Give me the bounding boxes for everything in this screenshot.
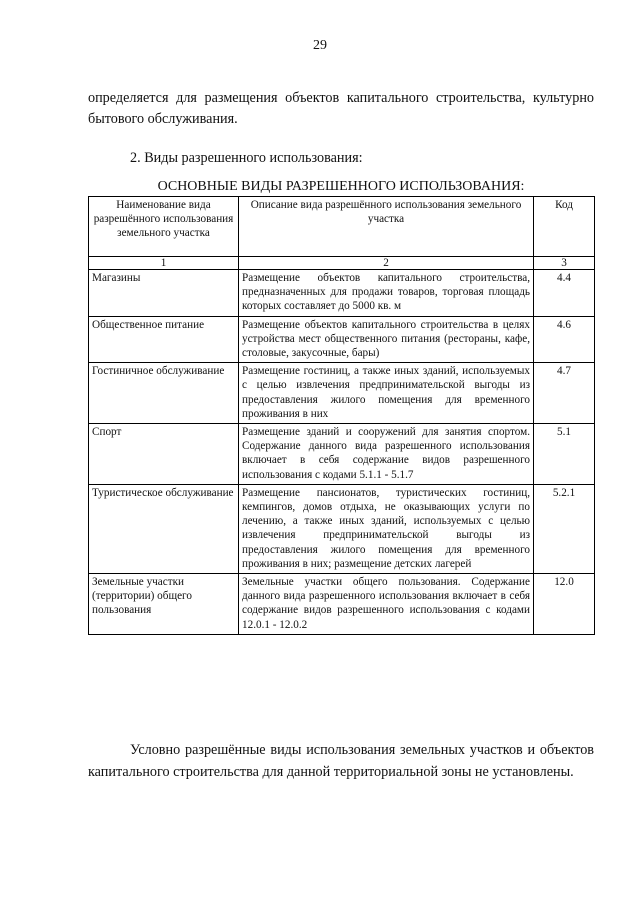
table-row: [89, 270, 595, 317]
use-code: 12.0: [534, 574, 595, 635]
column-number: 2: [239, 257, 534, 270]
use-name: Земельные участки (территории) общего пользования: [89, 574, 239, 635]
use-name: Гостиничное обслуживание: [89, 363, 239, 424]
table-row: [89, 424, 595, 485]
use-name: Спорт: [89, 424, 239, 485]
use-description: Размещение зданий и сооружений для занятия спортом. Содержание данного вида разрешенного использования включает в себя содержание видов разрешенного использования с кодами 5.1.1 - 5.1.7: [239, 424, 534, 485]
table-row: [89, 316, 595, 363]
header-code: Код: [534, 197, 595, 257]
column-number: 1: [89, 257, 239, 270]
use-code: 4.6: [534, 316, 595, 363]
table-header-row: [89, 197, 595, 257]
section-heading: 2. Виды разрешенного использования:: [130, 150, 363, 166]
table-row: [89, 484, 595, 573]
use-description: Размещение пансионатов, туристических гостиниц, кемпингов, домов отдыха, не оказывающих услуги по лечению, а также иных зданий, используемых с целью извлечения предпринимательской выгоды из предоставления жилого помещения для временного проживания в них; размещение детских лагерей: [239, 484, 534, 573]
land-use-table: [88, 196, 595, 635]
table-row: [89, 363, 595, 424]
use-name: Туристическое обслуживание: [89, 484, 239, 573]
intro-paragraph: определяется для размещения объектов капитального строительства, культурно бытового обслуживания.: [88, 90, 594, 127]
column-number: 3: [534, 257, 595, 270]
use-code: 5.1: [534, 424, 595, 485]
column-number-row: [89, 257, 595, 270]
header-name: Наименование вида разрешённого использования земельного участка: [89, 197, 239, 257]
use-code: 5.2.1: [534, 484, 595, 573]
use-description: Размещение объектов капитального строительства в целях устройства мест общественного питания (рестораны, кафе, столовые, закусочные, бары): [239, 316, 534, 363]
use-code: 4.4: [534, 270, 595, 317]
use-description: Земельные участки общего пользования. Содержание данного вида разрешенного использования включает в себя содержание видов разрешенного использования с кодами 12.0.1 - 12.0.2: [239, 574, 534, 635]
use-name: Магазины: [89, 270, 239, 317]
use-description: Размещение объектов капитального строительства, предназначенных для продажи товаров, торговая площадь которых составляет до 5000 кв. м: [239, 270, 534, 317]
table-row: [89, 574, 595, 635]
use-description: Размещение гостиниц, а также иных зданий, используемых с целью извлечения предпринимательской выгоды из предоставления жилого помещения для временного проживания в них: [239, 363, 534, 424]
use-name: Общественное питание: [89, 316, 239, 363]
page-number: 29: [313, 38, 327, 53]
header-description: Описание вида разрешённого использования земельного участка: [239, 197, 534, 257]
use-code: 4.7: [534, 363, 595, 424]
table-title: ОСНОВНЫЕ ВИДЫ РАЗРЕШЕННОГО ИСПОЛЬЗОВАНИЯ:: [157, 179, 525, 194]
closing-paragraph: Условно разрешённые виды использования земельных участков и объектов капитального строительства для данной территориальной зоны не установлены.: [88, 742, 594, 780]
